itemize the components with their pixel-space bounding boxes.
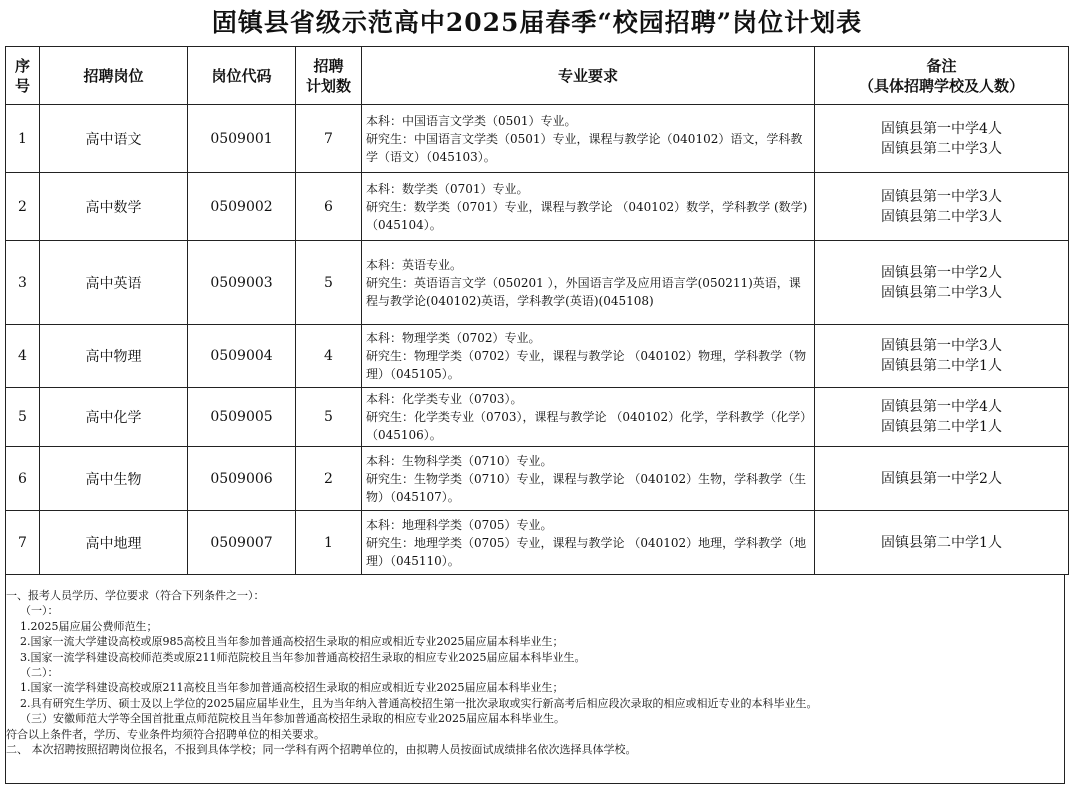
cell-code: 0509005: [188, 388, 296, 447]
cell-post: 高中英语: [40, 241, 188, 325]
cell-post: 高中语文: [40, 105, 188, 173]
cell-code: 0509001: [188, 105, 296, 173]
cell-seq: 7: [6, 511, 40, 575]
cell-note: 固镇县第一中学4人 固镇县第二中学1人: [815, 388, 1069, 447]
note-line: 1.国家一流学科建设高校或原211高校且当年参加普通高校招生录取的相应或相近专业2025届应届本科毕业生；: [20, 681, 564, 695]
note-line: 2.具有研究生学历、硕士及以上学位的2025届应届毕业生，且为当年纳入普通高校招生第一批次录取或实行新高考后相应段次录取的相应或相近专业的本科毕业生。: [20, 696, 818, 710]
cell-code: 0509007: [188, 511, 296, 575]
table-header-row: [6, 47, 1069, 105]
cell-code: 0509004: [188, 325, 296, 388]
cell-note: 固镇县第一中学2人 固镇县第二中学3人: [815, 241, 1069, 325]
table-row: [6, 325, 1069, 388]
note-line: （一）：: [20, 604, 59, 618]
cell-requirement: 本科：物理学类（0702）专业。 研究生：物理学类（0702）专业，课程与教学论 （040102）物理，学科教学（物理）（045105）。: [362, 325, 815, 388]
table-row: [6, 511, 1069, 575]
note-line: 2.国家一流大学建设高校或原985高校且当年参加普通高校招生录取的相应或相近专业2025届应届本科毕业生；: [20, 635, 564, 649]
header-code: 岗位代码: [188, 47, 296, 105]
cell-requirement: 本科：地理科学类（0705）专业。 研究生：地理学类（0705）专业，课程与教学论 （040102）地理，学科教学（地理）（045110）。: [362, 511, 815, 575]
note-line: 一、报考人员学历、学位要求（符合下列条件之一）：: [6, 589, 265, 602]
header-seq: 序 号: [6, 47, 40, 105]
note-line: 3.国家一流学科建设高校师范类或原211师范院校且当年参加普通高校招生录取的相应专业2025届应届本科毕业生。: [20, 650, 586, 664]
cell-seq: 6: [6, 447, 40, 511]
cell-count: 6: [296, 173, 362, 241]
cell-count: 5: [296, 241, 362, 325]
cell-requirement: 本科：中国语言文学类（0501）专业。 研究生：中国语言文学类（0501）专业，课程与教学论（040102）语文，学科教学（语文）（045103）。: [362, 105, 815, 173]
cell-count: 1: [296, 511, 362, 575]
header-count: 招聘 计划数: [296, 47, 362, 105]
cell-count: 5: [296, 388, 362, 447]
cell-seq: 4: [6, 325, 40, 388]
table-row: [6, 105, 1069, 173]
cell-requirement: 本科：数学类（0701）专业。 研究生：数学类（0701）专业，课程与教学论 （040102）数学，学科教学 (数学) （045104）。: [362, 173, 815, 241]
cell-note: 固镇县第一中学2人: [815, 447, 1069, 511]
cell-note: 固镇县第一中学4人 固镇县第二中学3人: [815, 105, 1069, 173]
header-post: 招聘岗位: [40, 47, 188, 105]
cell-code: 0509006: [188, 447, 296, 511]
note-line: 二、 本次招聘按照招聘岗位报名，不报到具体学校；同一学科有两个招聘单位的，由拟聘人员按面试成绩排名依次选择具体学校。: [6, 743, 637, 757]
cell-note: 固镇县第一中学3人 固镇县第二中学1人: [815, 325, 1069, 388]
table-row: [6, 388, 1069, 447]
cell-note: 固镇县第一中学3人 固镇县第二中学3人: [815, 173, 1069, 241]
cell-count: 7: [296, 105, 362, 173]
note-line: （二）：: [20, 666, 59, 680]
notes-section: [5, 574, 1065, 784]
cell-post: 高中数学: [40, 173, 188, 241]
cell-requirement: 本科：英语专业。 研究生：英语语言文学（050201 ），外国语言学及应用语言学(050211)英语，课程与教学论(040102)英语，学科教学(英语)(045108): [362, 241, 815, 325]
cell-post: 高中化学: [40, 388, 188, 447]
cell-seq: 2: [6, 173, 40, 241]
note-line: 符合以上条件者，学历、专业条件均须符合招聘单位的相关要求。: [6, 727, 325, 741]
note-line: （三）安徽师范大学等全国首批重点师范院校且当年参加普通高校招生录取的相应专业2025届应届本科毕业生。: [20, 712, 565, 726]
cell-note: 固镇县第二中学1人: [815, 511, 1069, 575]
cell-seq: 5: [6, 388, 40, 447]
cell-code: 0509002: [188, 173, 296, 241]
header-requirement: 专业要求: [362, 47, 815, 105]
cell-post: 高中地理: [40, 511, 188, 575]
cell-seq: 1: [6, 105, 40, 173]
page-title: 固镇县省级示范高中2025届春季“校园招聘”岗位计划表: [211, 8, 863, 37]
cell-code: 0509003: [188, 241, 296, 325]
cell-count: 2: [296, 447, 362, 511]
note-line: 1.2025届应届公费师范生；: [20, 619, 158, 633]
cell-requirement: 本科：生物科学类（0710）专业。 研究生：生物学类（0710）专业，课程与教学论 （040102）生物，学科教学（生物）（045107）。: [362, 447, 815, 511]
table-row: [6, 447, 1069, 511]
cell-count: 4: [296, 325, 362, 388]
table-row: [6, 241, 1069, 325]
cell-post: 高中生物: [40, 447, 188, 511]
cell-seq: 3: [6, 241, 40, 325]
recruitment-plan-table: [5, 46, 1069, 575]
table-row: [6, 173, 1069, 241]
cell-requirement: 本科：化学类专业（0703）。 研究生：化学类专业（0703），课程与教学论 （040102）化学，学科教学（化学）（045106）。: [362, 388, 815, 447]
header-note: 备注 （具体招聘学校及人数）: [815, 47, 1069, 105]
cell-post: 高中物理: [40, 325, 188, 388]
